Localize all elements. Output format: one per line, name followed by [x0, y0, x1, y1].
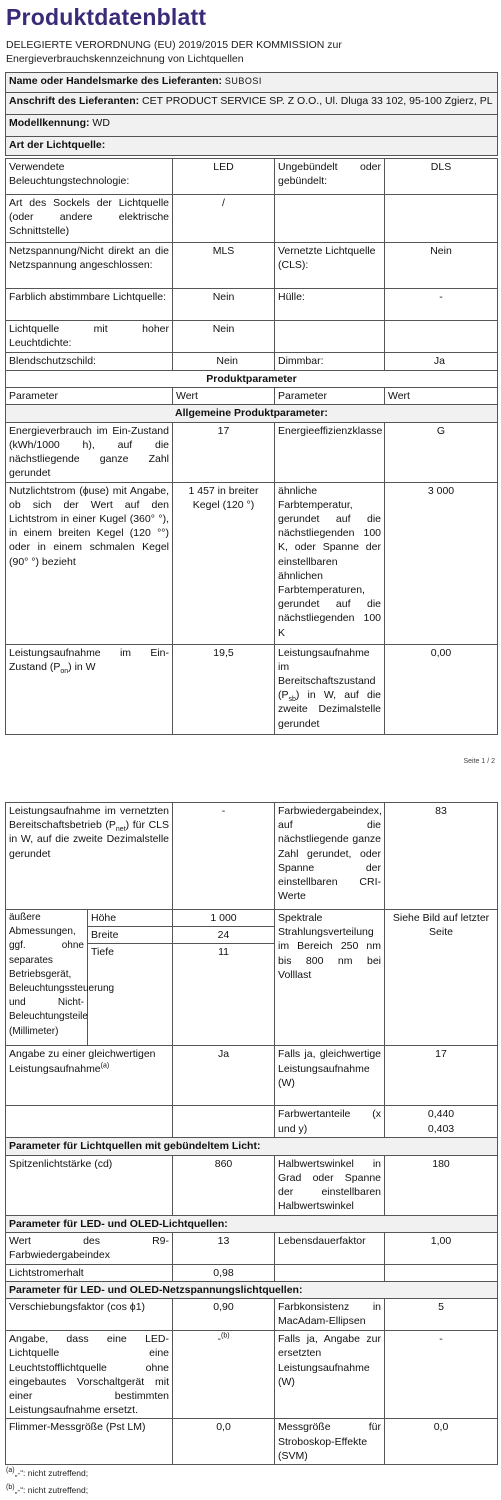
high-luminance-label: Lichtquelle mit hoher Leuchtdichte: — [6, 321, 173, 353]
pon-label: Leistungsaufnahme im Ein-Zustand $(P_{on})$ in W — [6, 644, 173, 734]
equiv-value: Ja — [173, 1046, 275, 1106]
model-value: WD — [92, 117, 110, 129]
col-header-value: Wert — [385, 388, 498, 405]
flicker-value: 0,0 — [173, 1419, 275, 1465]
dimmable-label: Dimmbar: — [275, 353, 385, 371]
lightsource-table — [5, 158, 498, 735]
psb-label: Leistungsaufnahme im Bereitschaftszustand $(P_{sb})$ in W, auf die zweite Dezimalstelle gerundet — [275, 644, 385, 734]
directional-section: Parameter für Lichtquellen mit gebündeltem Licht: — [6, 1138, 498, 1155]
product-params-heading: Produktparameter — [6, 371, 498, 388]
lightsource-section: Art der Lichtquelle: — [6, 137, 498, 156]
high-luminance-value: Nein — [173, 321, 275, 353]
general-params-heading: Allgemeine Produktparameter: — [6, 405, 498, 422]
pnet-value: - — [173, 803, 275, 910]
supplier-address-row — [6, 93, 498, 115]
tech-label: Verwendete Beleuchtungstechnologie: — [6, 159, 173, 195]
peak-intensity-label: Spitzenlichtstärke (cd) — [6, 1155, 173, 1215]
cosphi-value: 0,90 — [173, 1299, 275, 1331]
color-tunable-label: Farblich abstimmbare Lichtquelle: — [6, 289, 173, 321]
model-label: Modellkennung: — [9, 117, 90, 129]
page-2 — [0, 770, 501, 1500]
supplier-address-label: Anschrift des Lieferanten: — [9, 95, 140, 107]
r9-value: 13 — [173, 1232, 275, 1264]
depth-label: Tiefe — [88, 944, 173, 1046]
survival-label: Lebensdauerfaktor — [275, 1232, 385, 1264]
cct-label: ähnliche Farbtemperatur, gerundet auf die nächstliegenden 100 K, oder Spanne der einstellbaren ähnlichen Farbtemperaturen, gerundet auf die nächstliegenden 100 K — [275, 482, 385, 644]
dimmable-value: Ja — [385, 353, 498, 371]
col-header-param: Parameter — [6, 388, 173, 405]
tech-value: LED — [173, 159, 275, 195]
height-label: Höhe — [88, 910, 173, 927]
macadam-value: 5 — [385, 1299, 498, 1331]
height-value: 1 000 — [173, 910, 275, 927]
flicker-label: Flimmer-Messgröße (Pst LM) — [6, 1419, 173, 1465]
pon-value: 19,5 — [173, 644, 275, 734]
empty-cell — [275, 1264, 385, 1281]
supplier-name-row — [6, 73, 498, 93]
page2-table — [5, 802, 498, 1465]
page-number: Seite 1 / 2 — [463, 758, 495, 765]
mains-led-section: Parameter für LED- und OLED-Netzspannungslichtquellen: — [6, 1282, 498, 1299]
chroma-values — [385, 1106, 498, 1138]
beam-angle-value: 180 — [385, 1155, 498, 1215]
model-row — [6, 115, 498, 137]
supplier-table — [5, 72, 498, 156]
footnote-b: $^{(b)}$„-“: nicht zutreffend; — [6, 1484, 89, 1495]
flux-value: 1 457 in breiter Kegel (120 °) — [173, 482, 275, 644]
pnet-label: Leistungsaufnahme im vernetzten Bereitschaftsbetrieb $(P_{net})$ für CLS in W, auf die zweite Dezimalstelle gerundet — [6, 803, 173, 910]
dimensions-label: äußere Abmessungen, ggf. ohne separates Betriebsgerät, Beleuchtungssteuerung und Nicht-Beleuchtungsteile (Millimeter) — [6, 910, 88, 1046]
empty-cell — [385, 1264, 498, 1281]
equiv-label: Angabe zu einer gleichwertigen Leistungsaufnahme$^{(a)}$ — [6, 1046, 173, 1106]
empty-cell — [385, 195, 498, 243]
page-title: Produktdatenblatt — [6, 4, 207, 30]
cri-label: Farbwiedergabeindex, auf die nächstliegende ganze Zahl gerundet, oder Spanne der einstellbaren CRI-Werte — [275, 803, 385, 910]
mains-value: MLS — [173, 243, 275, 289]
chroma-y: 0,403 — [427, 1122, 455, 1135]
led-section: Parameter für LED- und OLED-Lichtquellen: — [6, 1215, 498, 1232]
equiv-watt-label: Falls ja, gleichwertige Leistungsaufnahme (W) — [275, 1046, 385, 1106]
envelope-value: - — [385, 289, 498, 321]
empty-cell — [385, 321, 498, 353]
energy-class-label: Energieeffizienzklasse — [275, 422, 385, 482]
bundled-value: DLS — [385, 159, 498, 195]
width-value: 24 — [173, 927, 275, 944]
replaced-power-label: Falls ja, Angabe zur ersetzten Leistungsaufnahme (W) — [275, 1331, 385, 1419]
depth-value: 11 — [173, 944, 275, 1046]
chroma-x: 0,440 — [427, 1108, 455, 1121]
cri-value: 83 — [385, 803, 498, 910]
spd-value: Siehe Bild auf letzter Seite — [385, 910, 498, 1046]
fluorescent-replace-value: -$^{(b)}$ — [173, 1331, 275, 1419]
energy-class-value: G — [385, 422, 498, 482]
glare-label: Blendschutzschild: — [6, 353, 173, 371]
glare-value: Nein — [173, 353, 275, 371]
survival-value: 1,00 — [385, 1232, 498, 1264]
cct-value: 3 000 — [385, 482, 498, 644]
r9-label: Wert des R9-Farbwiedergabeindex — [6, 1232, 173, 1264]
socket-value: / — [173, 195, 275, 243]
bundled-label: Ungebündelt oder gebündelt: — [275, 159, 385, 195]
empty-cell — [275, 321, 385, 353]
cls-value: Nein — [385, 243, 498, 289]
width-label: Breite — [88, 927, 173, 944]
mains-label: Netzspannung/Nicht direkt an die Netzspannung angeschlossen: — [6, 243, 173, 289]
replaced-power-value: - — [385, 1331, 498, 1419]
svm-label: Messgröße für Stroboskop-Effekte (SVM) — [275, 1419, 385, 1465]
energy-label: Energieverbrauch im Ein-Zustand (kWh/1000 h), auf die nächstliegende ganze Zahl gerundet — [6, 422, 173, 482]
envelope-label: Hülle: — [275, 289, 385, 321]
energy-value: 17 — [173, 422, 275, 482]
equiv-watt-value: 17 — [385, 1046, 498, 1106]
macadam-label: Farbkonsistenz in MacAdam-Ellipsen — [275, 1299, 385, 1331]
cosphi-label: Verschiebungsfaktor (cos ϕ1) — [6, 1299, 173, 1331]
supplier-address-value: CET PRODUCT SERVICE SP. Z O.O., Ul. Dluga 33 102, 95-100 Zgierz, PL — [142, 95, 493, 107]
empty-cell — [6, 1106, 173, 1138]
footnote-a: $^{(a)}$„-“: nicht zutreffend; — [6, 1467, 89, 1478]
svm-value: 0,0 — [385, 1419, 498, 1465]
empty-cell — [275, 195, 385, 243]
lumen-maint-value: 0,98 — [173, 1264, 275, 1281]
empty-cell — [173, 1106, 275, 1138]
socket-label: Art des Sockels der Lichtquelle (oder andere elektrische Schnittstelle) — [6, 195, 173, 243]
supplier-name-label: Name oder Handelsmarke des Lieferanten: — [9, 75, 222, 87]
supplier-name-value: SUBOSI — [224, 76, 262, 86]
color-tunable-value: Nein — [173, 289, 275, 321]
col-header-value: Wert — [173, 388, 275, 405]
chroma-label: Farbwertanteile (x und y) — [275, 1106, 385, 1138]
lumen-maint-label: Lichtstromerhalt — [6, 1264, 173, 1281]
regulation-subtitle: DELEGIERTE VERORDNUNG (EU) 2019/2015 DER KOMMISSION zur Energieverbrauchskennzeichnung von Lichtquellen — [6, 39, 342, 65]
beam-angle-label: Halbwertswinkel in Grad oder Spanne der einstellbaren Halbwertswinkel — [275, 1155, 385, 1215]
fluorescent-replace-label: Angabe, dass eine LED-Lichtquelle eine Leuchtstofflichtquelle ohne eingebautes Vorschaltgerät mit einer bestimmten Leistungsaufnahme ersetzt. — [6, 1331, 173, 1419]
psb-value: 0,00 — [385, 644, 498, 734]
flux-label: Nutzlichtstrom (ϕuse) mit Angabe, ob sich der Wert auf den Lichtstrom in einer Kugel (360° °), in einem breiten Kegel (120 °°) oder in einem schmalen Kegel (90° °) bezieht — [6, 482, 173, 644]
cls-label: Vernetzte Lichtquelle (CLS): — [275, 243, 385, 289]
spd-label: Spektrale Strahlungsverteilung im Bereich 250 nm bis 800 nm bei Volllast — [275, 910, 385, 1046]
col-header-param: Parameter — [275, 388, 385, 405]
peak-intensity-value: 860 — [173, 1155, 275, 1215]
